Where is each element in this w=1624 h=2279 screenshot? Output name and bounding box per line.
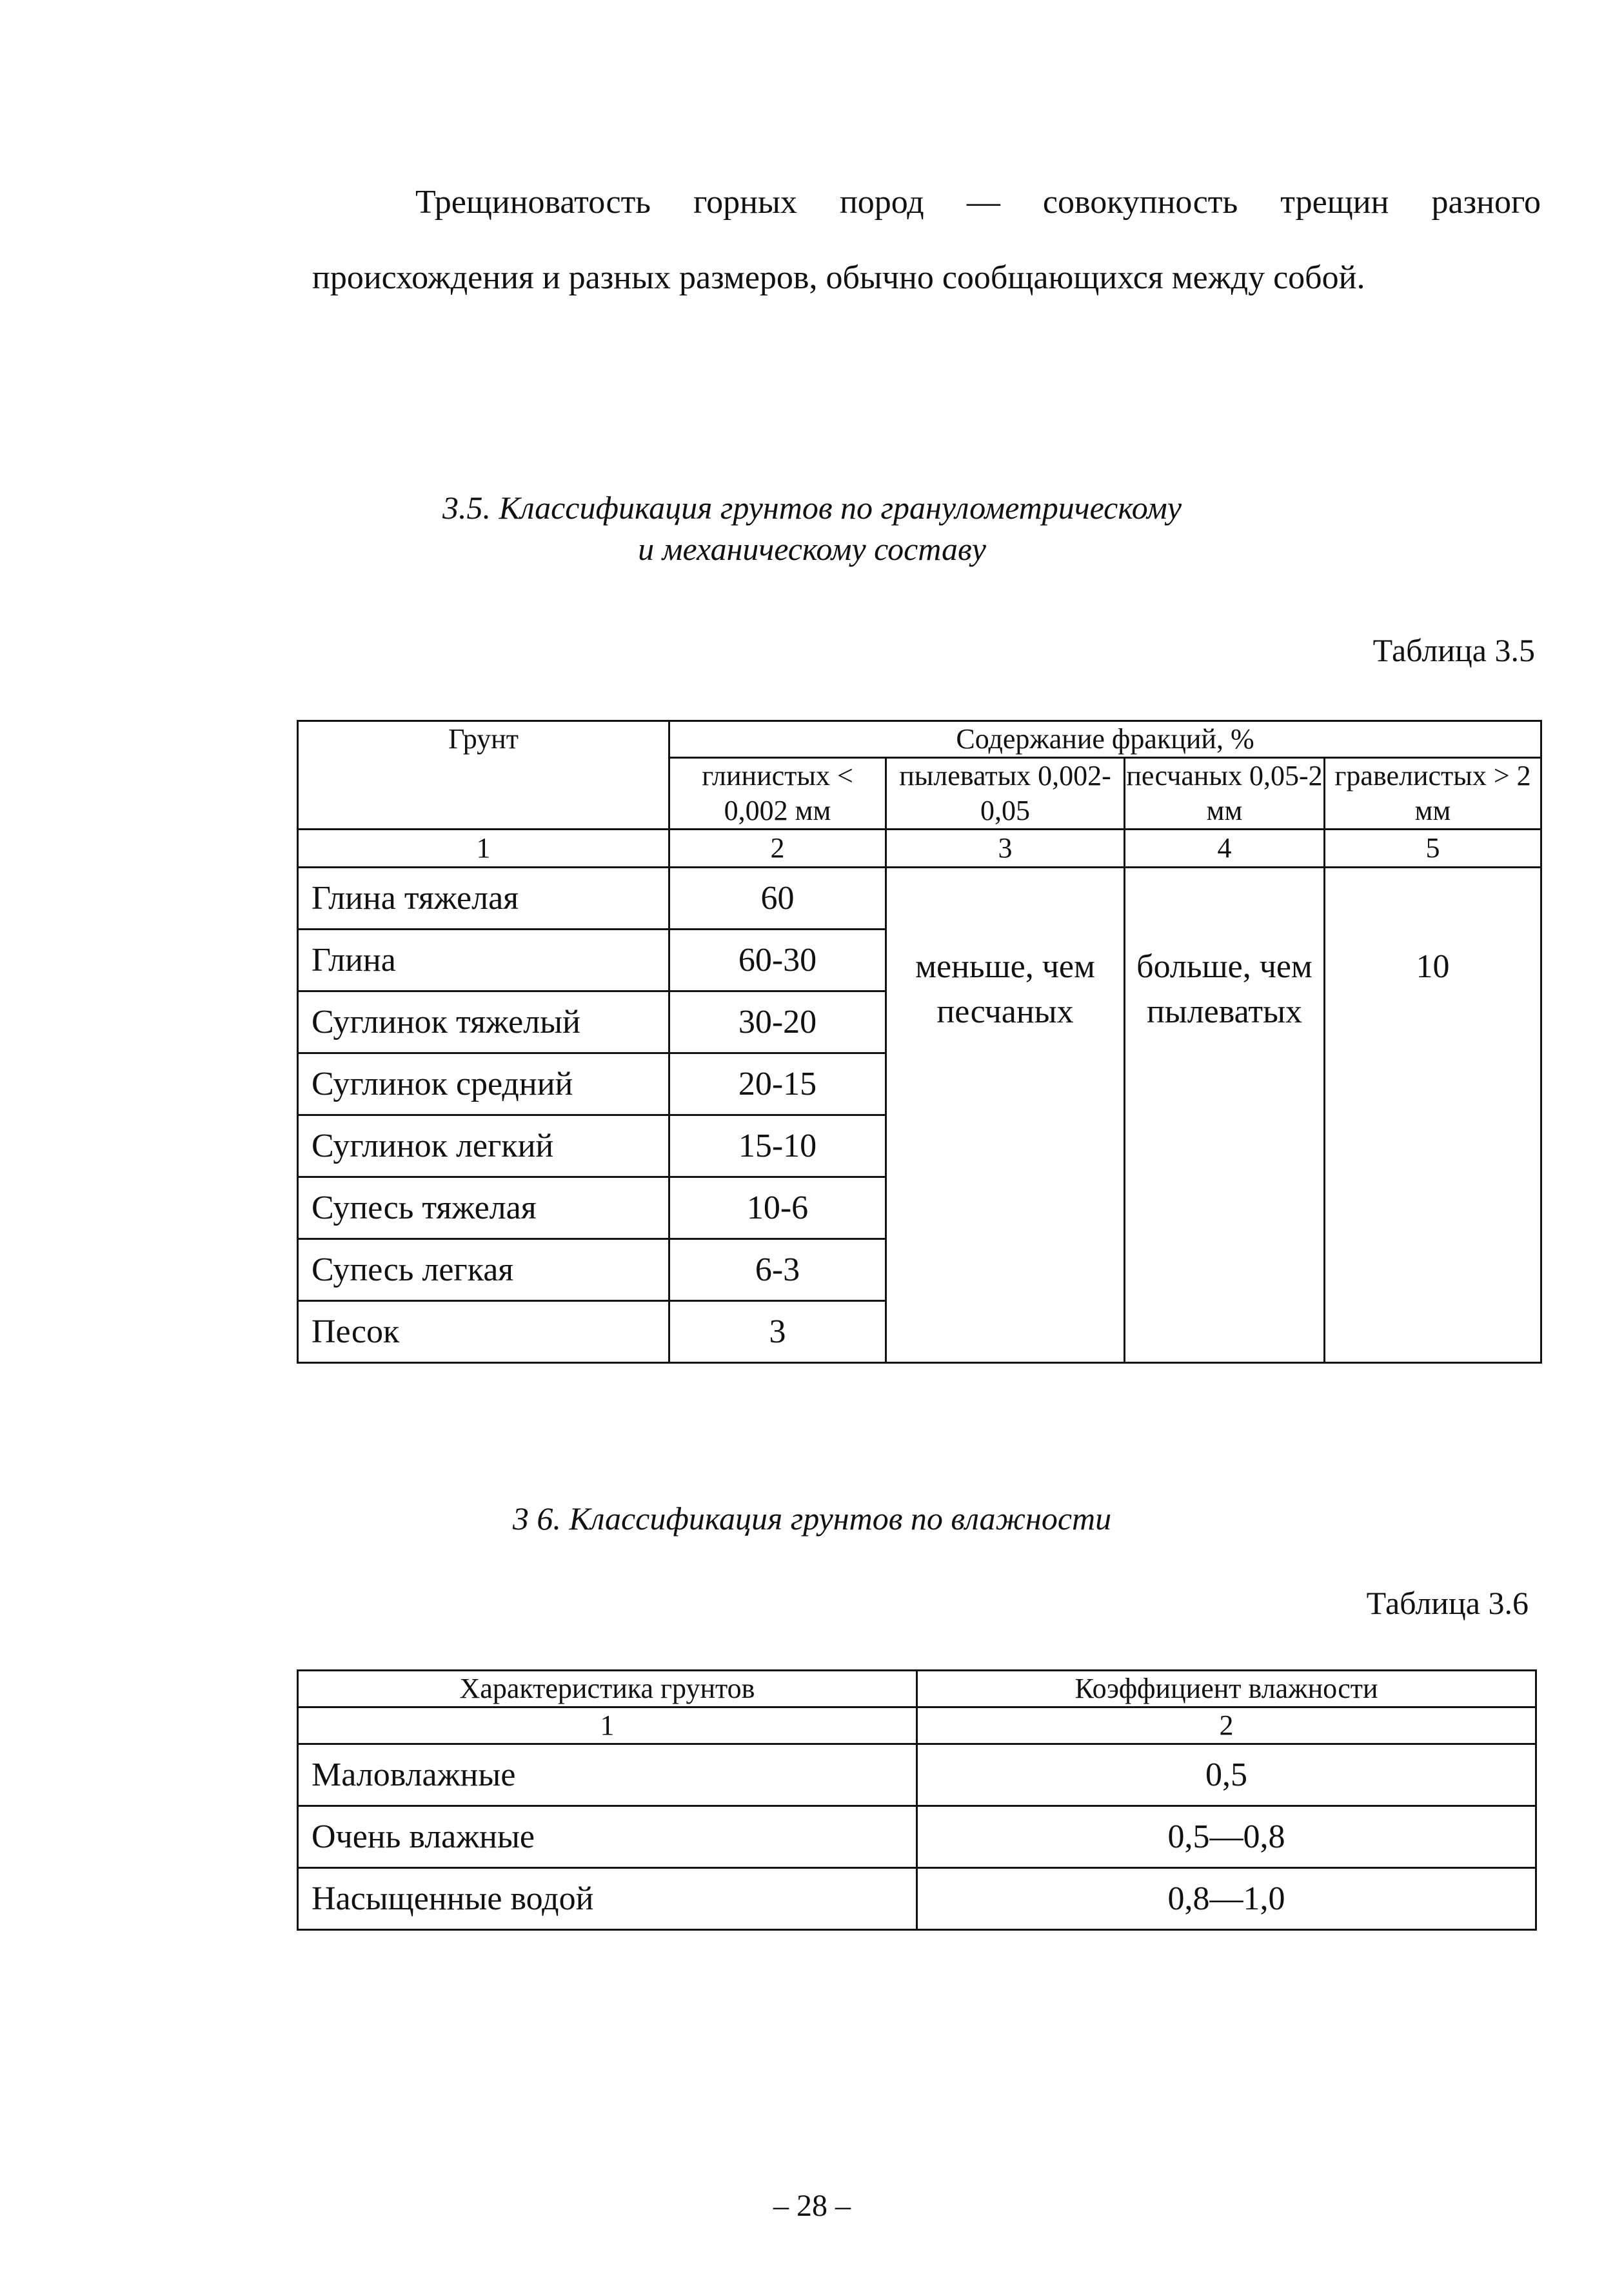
column-number-row: [298, 830, 1541, 868]
header-characteristic: Характеристика грунтов: [298, 1671, 917, 1707]
clay-content: 3: [669, 1301, 886, 1363]
section-heading-3-5-line1: 3.5. Классификация грунтов по гранулометрическому: [442, 490, 1182, 526]
clay-content: 10-6: [669, 1177, 886, 1239]
table-row: [298, 1868, 1536, 1930]
clay-content: 30-20: [669, 991, 886, 1053]
table-row: [298, 1806, 1536, 1868]
table-header-row: [298, 1671, 1536, 1707]
clay-content: 6-3: [669, 1239, 886, 1301]
section-heading-3-6-title: 3 6. Классификация грунтов по влажности: [512, 1500, 1112, 1537]
table-label-3-5: Таблица 3.5: [1372, 632, 1535, 668]
header-gravel: гравелистых > 2 мм: [1325, 758, 1541, 830]
soil-characteristic: Насыщенные водой: [298, 1868, 917, 1930]
soil-characteristic: Маловлажные: [298, 1744, 917, 1806]
soil-name: Супесь легкая: [298, 1239, 669, 1301]
column-number: 1: [298, 1707, 917, 1744]
intro-paragraph: [312, 164, 1541, 315]
column-number: 2: [669, 830, 886, 868]
column-number-row: [298, 1707, 1536, 1744]
clay-content: 60: [669, 868, 886, 930]
soil-name: Глина тяжелая: [298, 868, 669, 930]
soil-name: Супесь тяжелая: [298, 1177, 669, 1239]
header-coefficient: Коэффициент влажности: [917, 1671, 1536, 1707]
section-heading-3-5: [0, 487, 1624, 570]
column-number: 4: [1125, 830, 1325, 868]
soil-name: Суглинок средний: [298, 1053, 669, 1115]
table-row: [298, 1744, 1536, 1806]
table-header-row: [298, 721, 1541, 758]
intro-text: Трещиноватость горных пород — совокупность трещин разного происхождения и разных размеров, обычно сообщающихся между собой.: [312, 184, 1541, 296]
moisture-coefficient: 0,8—1,0: [917, 1868, 1536, 1930]
clay-content: 20-15: [669, 1053, 886, 1115]
section-heading-3-5-line2: и механическому составу: [638, 531, 986, 567]
soil-characteristic: Очень влажные: [298, 1806, 917, 1868]
header-soil: Грунт: [298, 721, 669, 830]
clay-content: 60-30: [669, 930, 886, 991]
header-fractions: Содержание фракций, %: [669, 721, 1541, 758]
soil-moisture-table: [297, 1669, 1537, 1931]
section-heading-3-6: [0, 1498, 1624, 1539]
column-number: 3: [886, 830, 1125, 868]
column-number: 1: [298, 830, 669, 868]
column-number: 2: [917, 1707, 1536, 1744]
gravel-merged-cell: 10: [1325, 868, 1541, 1363]
moisture-coefficient: 0,5: [917, 1744, 1536, 1806]
header-sand: песчаных 0,05-2 мм: [1125, 758, 1325, 830]
soil-name: Суглинок тяжелый: [298, 991, 669, 1053]
soil-name: Песок: [298, 1301, 669, 1363]
soil-granulometric-table: [297, 720, 1542, 1364]
soil-name: Глина: [298, 930, 669, 991]
clay-content: 15-10: [669, 1115, 886, 1177]
table-row: [298, 868, 1541, 930]
sand-merged-cell: больше, чем пылеватых: [1125, 868, 1325, 1363]
soil-name: Суглинок легкий: [298, 1115, 669, 1177]
header-clay: глинистых < 0,002 мм: [669, 758, 886, 830]
header-silt: пылеватых 0,002-0,05: [886, 758, 1125, 830]
silt-merged-cell: меньше, чем песчаных: [886, 868, 1125, 1363]
column-number: 5: [1325, 830, 1541, 868]
moisture-coefficient: 0,5—0,8: [917, 1806, 1536, 1868]
page-number: – 28 –: [773, 2189, 851, 2223]
table-label-3-6: Таблица 3.6: [1366, 1585, 1529, 1621]
